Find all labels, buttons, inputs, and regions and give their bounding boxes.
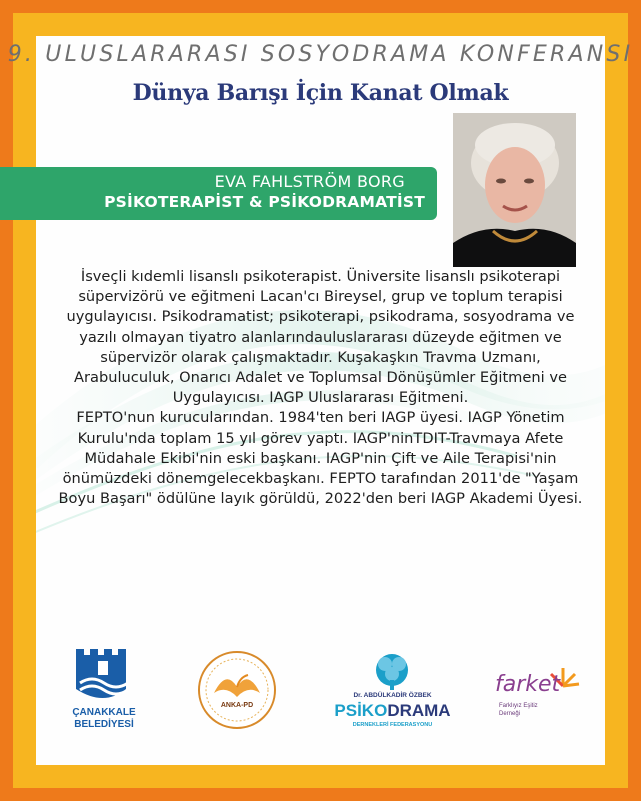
castle-wave-icon <box>64 645 144 707</box>
canakkale-line1: ÇANAKKALE <box>72 707 136 718</box>
canakkale-logo <box>64 645 144 735</box>
farket-line2: Derneği <box>499 711 521 717</box>
tree-icon <box>325 650 460 692</box>
conference-subtitle: Dünya Barışı İçin Kanat Olmak <box>132 80 509 106</box>
phoenix-icon <box>196 649 278 731</box>
anka-logo <box>196 649 278 731</box>
psikodrama-line3: DERNEKLERİ FEDERASYONU <box>352 722 433 728</box>
speaker-role: PSİKOTERAPİST & PSİKODRAMATİST <box>104 193 425 211</box>
psikodrama-top: Dr. ABDÜLKADİR ÖZBEK <box>353 692 432 699</box>
farket-word: farket <box>495 672 561 697</box>
speaker-name: EVA FAHLSTRÖM BORG <box>214 172 405 191</box>
farket-logo <box>495 660 585 730</box>
canakkale-line2: BELEDİYESİ <box>74 719 134 730</box>
psikodrama-logo <box>325 650 460 735</box>
farket-line1: Farklıyız Eşitiz <box>499 703 538 709</box>
speaker-photo <box>453 113 576 267</box>
speaker-bio <box>50 267 591 509</box>
psikodrama-word-a: PSİKO <box>334 701 388 720</box>
anka-label: ANKA-PD <box>220 702 254 709</box>
psikodrama-word-b: DRAMA <box>387 701 451 720</box>
bio-paragraph: FEPTO'nun kurucularından. 1984'ten beri IAGP üyesi. IAGP Yönetim Kurulu'nda toplam 15 yıl görev yaptı. IAGP'ninTDIT-Travmaya Afete Müdahale Ekibi'nin eski başkanı. IAGP'nin Çift ve Aile Terapisi'nin önümüzdeki dönemgelecekbaşkanı. FEPTO tarafından 2011'de "Yaşam Boyu Başarı" ödülüne layık görüldü, 2022'den beri IAGP Akademi Üyesi. <box>58 409 583 508</box>
conference-title: 9. ULUSLARARASI SOSYODRAMA KONFERANSI <box>7 42 634 67</box>
bio-paragraph: İsveçli kıdemli lisanslı psikoterapist. Üniversite lisanslı psikoterapi süpervizörü ve eğitmeni Lacan'cı Bireysel, grup ve toplum terapisi uygulayıcısı. Psikodramatist; psikoterapi, psikodrama, sosyodrama ve yazılı olmayan tiyatro alanlarındauluslararası düzeyde eğitmen ve süpervizör olarak çalışmaktadır. Kuşakaşkın Travma Uzmanı, Arabuluculuk, Onarıcı Adalet ve Toplumsal Dönüşümler Eğitmeni ve Uygulayıcısı. IAGP Uluslararası Eğitmeni. <box>66 268 575 407</box>
